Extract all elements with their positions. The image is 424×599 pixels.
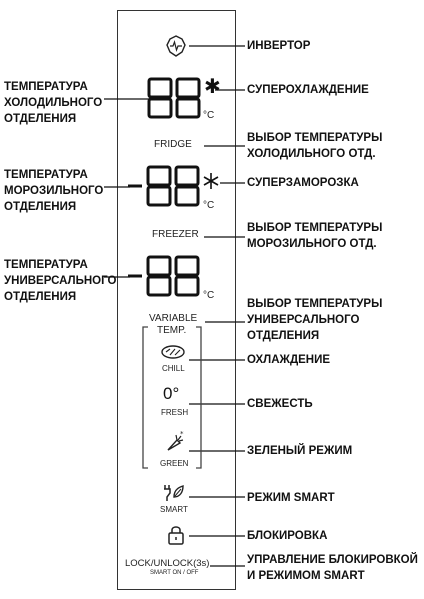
label-line: РЕЖИМ SMART: [247, 492, 335, 504]
label-line: ВЫБОР ТЕМПЕРАТУРЫ: [247, 132, 383, 144]
label-line: ТЕМПЕРАТУРА: [4, 81, 88, 93]
label-line: ИНВЕРТОР: [247, 40, 311, 52]
freezer-button[interactable]: FREEZER: [152, 229, 199, 240]
label-line: ХОЛОДИЛЬНОГО: [4, 97, 103, 109]
smart-plug-leaf-icon: [162, 481, 186, 503]
inverter-icon: [163, 34, 189, 58]
label-superfreeze: [247, 175, 359, 191]
label-line: СУПЕРОХЛАЖДЕНИЕ: [247, 84, 369, 96]
label-line: БЛОКИРОВКА: [247, 530, 328, 542]
supercool-icon: ✱: [204, 76, 221, 98]
label-line: ОТДЕЛЕНИЯ: [4, 113, 77, 125]
label-line: ОТДЕЛЕНИЯ: [4, 291, 77, 303]
label-freezer-select: [247, 220, 382, 252]
freezer-celsius: °C: [203, 200, 215, 211]
label-line: УНИВЕРСАЛЬНОГО: [247, 314, 360, 326]
chill-icon: [160, 344, 186, 360]
green-label: GREEN: [160, 459, 189, 468]
svg-text:*: *: [180, 430, 184, 438]
smart-label: SMART: [160, 505, 188, 514]
label-freezer-temperature: [4, 167, 103, 215]
carrot-icon: [162, 430, 186, 454]
variable-celsius: °C: [203, 290, 215, 301]
label-inverter: [247, 38, 310, 54]
label-line: УПРАВЛЕНИЕ БЛОКИРОВКОЙ: [247, 554, 418, 566]
label-smart: [247, 490, 335, 506]
seven-seg-digits-minus: [124, 253, 214, 301]
label-fridge-select: [247, 130, 382, 162]
variable-temp-label: TEMP.: [157, 325, 187, 336]
label-line: СВЕЖЕСТЬ: [247, 398, 313, 410]
label-line: ОХЛАЖДЕНИЕ: [247, 354, 331, 366]
fresh-label: FRESH: [161, 408, 189, 417]
snowflake-icon: [202, 172, 220, 190]
variable-display: [124, 253, 214, 306]
variable-button[interactable]: VARIABLE: [149, 313, 198, 324]
label-line: ТЕМПЕРАТУРА: [4, 169, 88, 181]
chill-label: CHILL: [162, 364, 185, 373]
label-line: УНИВЕРСАЛЬНОГО: [4, 275, 117, 287]
label-line: МОРОЗИЛЬНОГО ОТД.: [247, 238, 377, 250]
fridge-button[interactable]: FRIDGE: [154, 139, 192, 150]
lock-unlock-button[interactable]: LOCK/UNLOCK(3s): [125, 558, 210, 569]
label-green: [247, 443, 352, 459]
freezer-display: [124, 163, 214, 216]
label-fridge-temperature: [4, 79, 102, 127]
smart-on-off-label: SMART ON / OFF: [150, 570, 199, 576]
label-line: ЗЕЛЕНЫЙ РЕЖИМ: [247, 445, 353, 457]
label-line: МОРОЗИЛЬНОГО: [4, 185, 104, 197]
label-line: И РЕЖИМОМ SMART: [247, 570, 365, 582]
label-line: ОТДЕЛЕНИЯ: [4, 201, 77, 213]
lock-icon: [166, 524, 186, 546]
label-line: ХОЛОДИЛЬНОГО ОТД.: [247, 148, 376, 160]
label-lock-smart: [247, 552, 418, 584]
label-variable-select: [247, 296, 382, 344]
label-variable-temperature: [4, 257, 116, 305]
label-chill: [247, 352, 330, 368]
label-line: ВЫБОР ТЕМПЕРАТУРЫ: [247, 222, 383, 234]
label-line: ОТДЕЛЕНИЯ: [247, 330, 320, 342]
label-supercool: [247, 82, 369, 98]
fresh-value: 0°: [163, 384, 180, 403]
label-fresh: [247, 396, 313, 412]
fridge-celsius: °C: [203, 110, 215, 121]
label-lock: [247, 528, 327, 544]
seven-seg-digits-minus: [124, 163, 214, 211]
label-line: ТЕМПЕРАТУРА: [4, 259, 88, 271]
label-line: ВЫБОР ТЕМПЕРАТУРЫ: [247, 298, 383, 310]
label-line: СУПЕРЗАМОРОЗКА: [247, 177, 359, 189]
